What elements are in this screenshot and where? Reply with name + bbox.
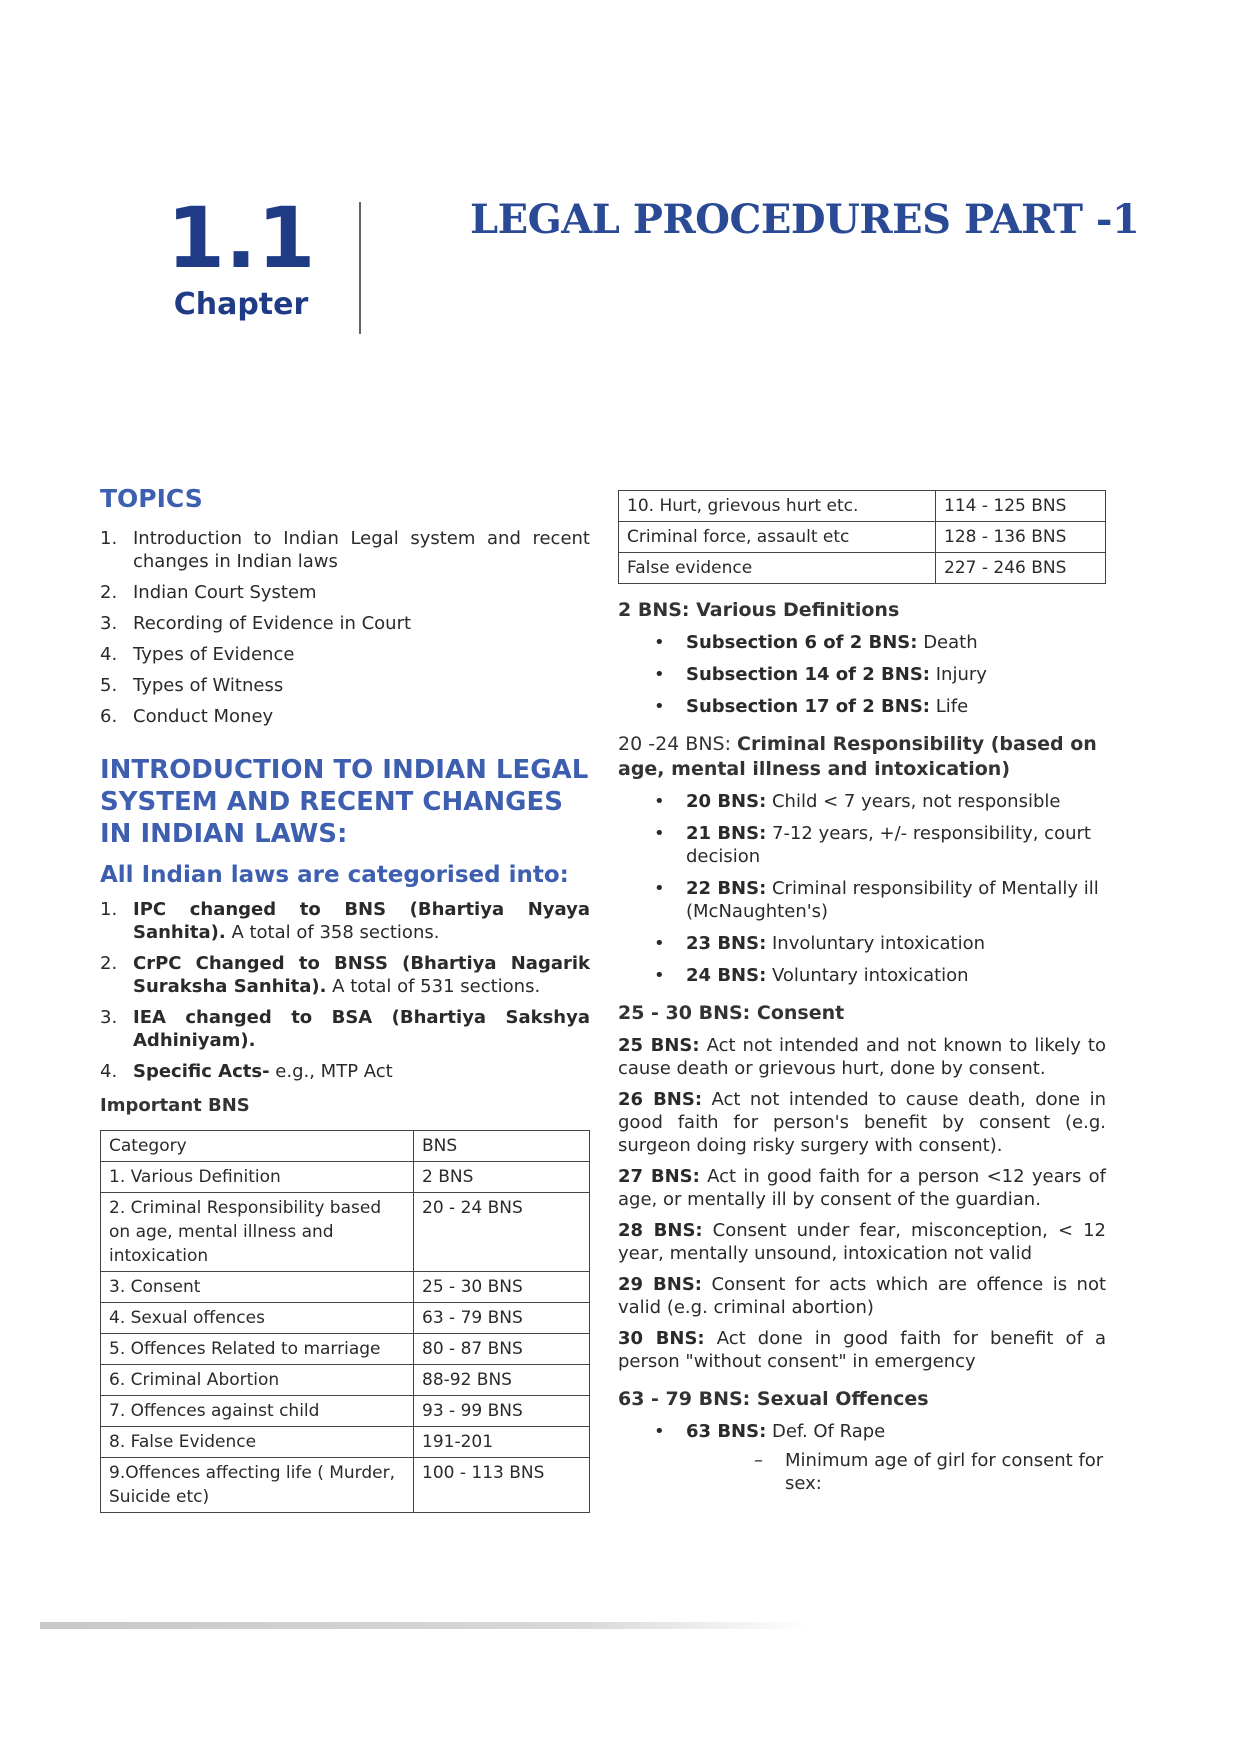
list-item	[100, 643, 590, 666]
table-cell: 114 - 125 BNS	[936, 491, 1106, 522]
table-cell: 80 - 87 BNS	[414, 1334, 590, 1365]
heading-prefix: 20 -24 BNS:	[618, 733, 738, 755]
important-bns-table	[100, 1130, 590, 1513]
table-cell: 100 - 113 BNS	[414, 1458, 590, 1513]
table-row	[101, 1396, 590, 1427]
para-bold: 26 BNS:	[618, 1089, 703, 1110]
list-item	[618, 663, 1106, 686]
table-header-cell: Category	[101, 1131, 414, 1162]
item-text: Death	[917, 632, 978, 653]
para-bold: 29 BNS:	[618, 1274, 703, 1295]
consent-paragraph	[618, 1165, 1106, 1211]
table-row	[619, 553, 1106, 584]
item-number: 4.	[100, 644, 118, 665]
table-cell: 5. Offences Related to marriage	[101, 1334, 414, 1365]
item-text: Voluntary intoxication	[766, 965, 969, 986]
criminal-responsibility-heading	[618, 732, 1106, 782]
table-cell: 25 - 30 BNS	[414, 1272, 590, 1303]
item-number: 4.	[100, 1061, 118, 1082]
table-cell: 6. Criminal Abortion	[101, 1365, 414, 1396]
table-cell: 93 - 99 BNS	[414, 1396, 590, 1427]
list-item	[100, 952, 590, 998]
item-text: 7-12 years, +/- responsibility, court decision	[686, 823, 1091, 867]
item-text: Life	[930, 696, 969, 717]
table-header-row	[101, 1131, 590, 1162]
item-text: A total of 531 sections.	[326, 976, 541, 997]
para-text: Act not intended and not known to likely to cause death or grievous hurt, done by consent.	[618, 1035, 1106, 1079]
table-cell: 2 BNS	[414, 1162, 590, 1193]
sexual-offences-list	[618, 1420, 1106, 1495]
right-column	[618, 490, 1106, 1504]
item-bold: IPC changed to BNS (Bhartiya Nyaya Sanhita).	[133, 899, 590, 943]
important-bns-heading: Important BNS	[100, 1095, 250, 1116]
item-text: Child < 7 years, not responsible	[766, 791, 1061, 812]
table-row	[101, 1162, 590, 1193]
item-bold: 23 BNS:	[686, 933, 767, 954]
table-cell: 3. Consent	[101, 1272, 414, 1303]
table-cell: 2. Criminal Responsibility based on age, mental illness and intoxication	[101, 1193, 414, 1272]
item-text: Involuntary intoxication	[766, 933, 986, 954]
list-item	[100, 1060, 590, 1083]
item-bold: IEA changed to BSA (Bhartiya Sakshya Adhiniyam).	[133, 1007, 590, 1051]
item-number: 6.	[100, 706, 118, 727]
topics-list	[100, 527, 590, 728]
table-cell: 63 - 79 BNS	[414, 1303, 590, 1334]
consent-paragraph	[618, 1327, 1106, 1373]
list-item	[100, 581, 590, 604]
item-number: 1.	[100, 899, 118, 920]
table-row	[101, 1272, 590, 1303]
item-text: Indian Court System	[133, 582, 317, 603]
item-text: Types of Witness	[133, 675, 284, 696]
item-bold: 20 BNS:	[686, 791, 767, 812]
list-item	[618, 822, 1106, 868]
table-header-cell: BNS	[414, 1131, 590, 1162]
item-text: e.g., MTP Act	[269, 1061, 393, 1082]
categories-subheading: All Indian laws are categorised into:	[100, 862, 569, 888]
definitions-heading: 2 BNS: Various Definitions	[618, 599, 900, 621]
heading-text: Criminal Responsibility (based on age, mental illness and intoxication)	[618, 733, 1097, 780]
item-bold: 21 BNS:	[686, 823, 767, 844]
law-categories-list	[100, 898, 590, 1083]
para-bold: 28 BNS:	[618, 1220, 703, 1241]
para-text: Act not intended to cause death, done in good faith for person's benefit by consent (e.g. surgeon doing risky surgery with consent).	[618, 1089, 1106, 1156]
list-item	[100, 705, 590, 728]
item-text: Conduct Money	[133, 706, 274, 727]
item-bold: CrPC Changed to BNSS (Bhartiya Nagarik Suraksha Sanhita).	[133, 953, 590, 997]
list-item	[100, 674, 590, 697]
consent-paragraph	[618, 1219, 1106, 1265]
consent-heading: 25 - 30 BNS: Consent	[618, 1002, 845, 1024]
item-number: 2.	[100, 582, 118, 603]
item-number: 2.	[100, 953, 118, 974]
table-cell: 7. Offences against child	[101, 1396, 414, 1427]
item-bold: 24 BNS:	[686, 965, 767, 986]
chapter-label: Chapter	[173, 287, 309, 322]
table-cell: 1. Various Definition	[101, 1162, 414, 1193]
list-item	[618, 964, 1106, 987]
item-number: 1.	[100, 528, 118, 549]
para-bold: 25 BNS:	[618, 1035, 700, 1056]
item-number: 3.	[100, 1007, 118, 1028]
list-item	[618, 631, 1106, 654]
table-cell: 128 - 136 BNS	[936, 522, 1106, 553]
definitions-list	[618, 631, 1106, 718]
table-row	[101, 1303, 590, 1334]
consent-paragraph	[618, 1088, 1106, 1157]
chapter-title: LEGAL PROCEDURES PART -1	[470, 196, 1140, 243]
item-bold: Specific Acts-	[133, 1061, 270, 1082]
consent-paragraph	[618, 1034, 1106, 1080]
para-text: Consent under fear, misconception, < 12 year, mentally unsound, intoxication not valid	[618, 1220, 1106, 1264]
sub-list	[686, 1449, 1106, 1495]
intro-heading: INTRODUCTION TO INDIAN LEGAL SYSTEM AND RECENT CHANGES IN INDIAN LAWS:	[100, 755, 589, 849]
important-bns-table-continued	[618, 490, 1106, 584]
item-text: Injury	[930, 664, 987, 685]
list-item	[100, 527, 590, 573]
table-cell: 227 - 246 BNS	[936, 553, 1106, 584]
item-number: 3.	[100, 613, 118, 634]
item-bold: Subsection 14 of 2 BNS:	[686, 664, 930, 685]
table-cell: 191-201	[414, 1427, 590, 1458]
table-row	[101, 1365, 590, 1396]
consent-paragraph	[618, 1273, 1106, 1319]
table-cell: False evidence	[619, 553, 936, 584]
bottom-rule	[40, 1622, 810, 1629]
table-cell: Criminal force, assault etc	[619, 522, 936, 553]
sexual-offences-heading: 63 - 79 BNS: Sexual Offences	[618, 1388, 929, 1410]
item-text: Criminal responsibility of Mentally ill (McNaughten's)	[686, 878, 1099, 922]
item-text: Introduction to Indian Legal system and recent changes in Indian laws	[133, 528, 590, 572]
para-bold: 30 BNS:	[618, 1328, 705, 1349]
list-item	[618, 877, 1106, 923]
table-cell: 10. Hurt, grievous hurt etc.	[619, 491, 936, 522]
item-text: Def. Of Rape	[766, 1421, 886, 1442]
table-row	[101, 1427, 590, 1458]
para-text: Act in good faith for a person <12 years of age, or mentally ill by consent of the guardian.	[618, 1166, 1107, 1210]
table-row	[101, 1334, 590, 1365]
list-item	[100, 898, 590, 944]
table-row	[619, 522, 1106, 553]
item-bold: Subsection 17 of 2 BNS:	[686, 696, 930, 717]
chapter-divider	[359, 202, 361, 334]
item-text: Types of Evidence	[133, 644, 295, 665]
item-bold: Subsection 6 of 2 BNS:	[686, 632, 918, 653]
table-cell: 8. False Evidence	[101, 1427, 414, 1458]
item-text: A total of 358 sections.	[225, 922, 440, 943]
list-item	[100, 1006, 590, 1052]
table-row	[101, 1193, 590, 1272]
item-bold: 22 BNS:	[686, 878, 767, 899]
table-cell: 88-92 BNS	[414, 1365, 590, 1396]
para-text: Consent for acts which are offence is not valid (e.g. criminal abortion)	[618, 1274, 1107, 1318]
sub-list-item: – Minimum age of girl for consent for sex:	[686, 1449, 1106, 1495]
list-item	[618, 695, 1106, 718]
item-number: 5.	[100, 675, 118, 696]
list-item	[618, 932, 1106, 955]
criminal-responsibility-list	[618, 790, 1106, 987]
left-column	[100, 484, 590, 1513]
table-row	[619, 491, 1106, 522]
table-row	[101, 1458, 590, 1513]
topics-heading: TOPICS	[100, 484, 203, 513]
list-item	[618, 1420, 1106, 1495]
table-cell: 9.Offences affecting life ( Murder, Suicide etc)	[101, 1458, 414, 1513]
item-text: Recording of Evidence in Court	[133, 613, 412, 634]
table-cell: 20 - 24 BNS	[414, 1193, 590, 1272]
para-text: Act done in good faith for benefit of a person "without consent" in emergency	[618, 1328, 1106, 1372]
list-item	[618, 790, 1106, 813]
table-cell: 4. Sexual offences	[101, 1303, 414, 1334]
item-bold: 63 BNS:	[686, 1421, 767, 1442]
list-item	[100, 612, 590, 635]
para-bold: 27 BNS:	[618, 1166, 700, 1187]
chapter-number: 1.1	[166, 189, 316, 287]
